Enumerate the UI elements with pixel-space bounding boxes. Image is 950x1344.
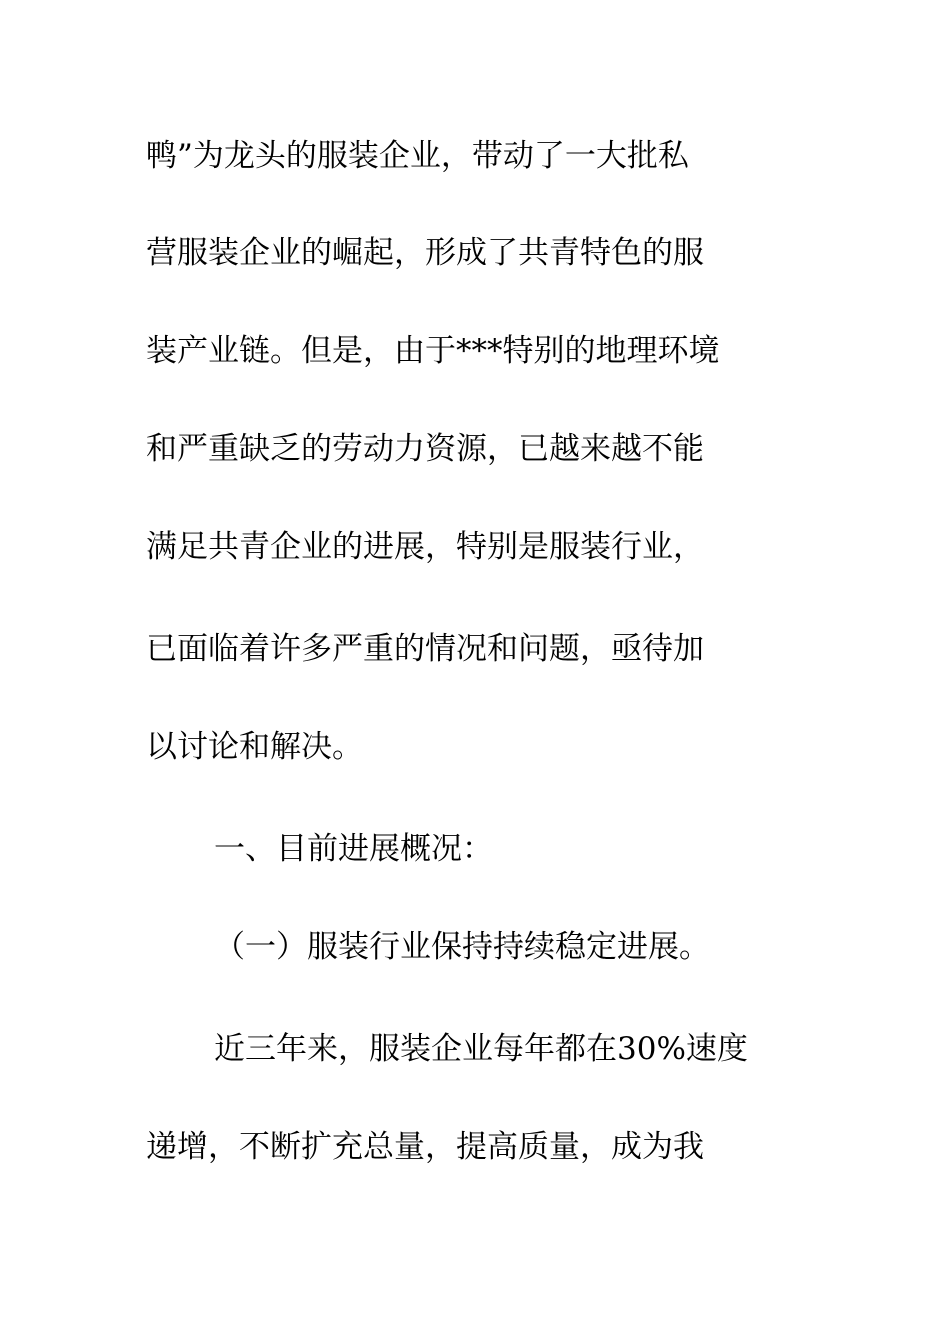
- paragraph-line: 鸭”为龙头的服装企业，带动了一大批私: [146, 138, 689, 174]
- paragraph-line: 已面临着许多严重的情况和问题，亟待加: [146, 631, 704, 667]
- paragraph-line: 和严重缺乏的劳动力资源，已越来越不能: [146, 431, 704, 467]
- paragraph-line: 装产业链。但是，由于***特别的地理环境: [146, 333, 720, 369]
- paragraph-line: 递增，不断扩充总量，提高质量，成为我: [146, 1129, 704, 1165]
- paragraph-line: 营服装企业的崛起，形成了共青特色的服: [146, 235, 704, 271]
- paragraph-line: 以讨论和解决。: [146, 729, 363, 765]
- subsection-heading: （一）服装行业保持持续稳定进展。: [214, 929, 710, 965]
- paragraph-line: 近三年来，服装企业每年都在30%速度: [214, 1031, 748, 1067]
- paragraph-line: 满足共青企业的进展，特别是服装行业，: [146, 529, 704, 565]
- section-heading: 一、目前进展概况：: [214, 831, 493, 867]
